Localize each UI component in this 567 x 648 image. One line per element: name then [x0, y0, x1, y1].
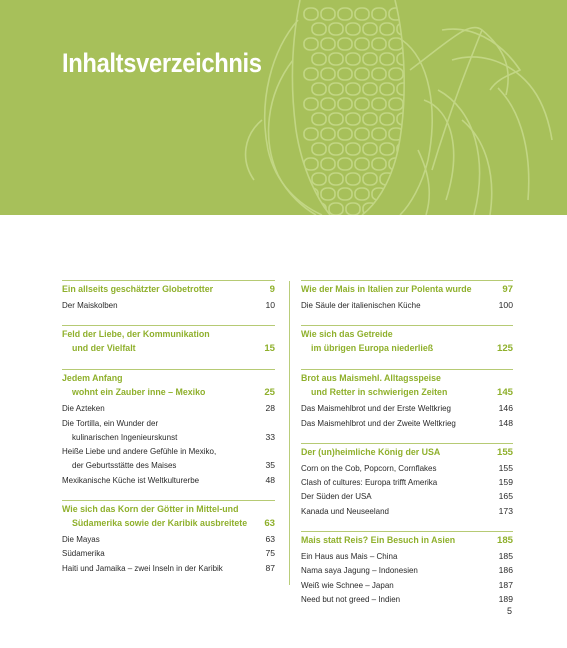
toc-section [301, 531, 513, 606]
corn-kernel [346, 143, 360, 155]
toc-heading-line [301, 342, 513, 356]
corn-kernel [397, 173, 411, 185]
toc-section [62, 500, 275, 575]
toc-entry[interactable] [301, 401, 513, 415]
toc-section [301, 369, 513, 430]
corn-kernel [321, 128, 335, 140]
toc-heading-line [301, 372, 513, 386]
page-title: Inhaltsverzeichnis [62, 48, 262, 78]
toc-entry[interactable] [301, 592, 513, 606]
corn-kernel [397, 113, 411, 125]
corn-kernel [321, 98, 335, 110]
toc-page-number: 100 [498, 300, 513, 310]
toc-page-number: 146 [498, 403, 513, 414]
toc-page-number: 28 [265, 403, 275, 414]
toc-entry-text: Das Maismehlbrot und der Erste Weltkrieg [301, 403, 451, 414]
corn-kernel [372, 8, 386, 20]
toc-entry-text: Südamerika [62, 548, 105, 559]
corn-kernel [372, 158, 386, 170]
toc-chapter-heading[interactable] [62, 369, 275, 400]
corn-kernel [338, 8, 352, 20]
corn-kernel [338, 98, 352, 110]
corn-kernel [338, 38, 352, 50]
toc-page-number: 25 [264, 387, 275, 399]
corn-kernel [389, 68, 403, 80]
toc-heading-text: und Retter in schwierigen Zeiten [311, 387, 448, 399]
toc-entry-text: Der Süden der USA [301, 491, 372, 502]
toc-page-number: 165 [498, 491, 513, 502]
corn-kernel [312, 113, 326, 125]
toc-entry[interactable] [301, 461, 513, 475]
toc-heading-text: Brot aus Maismehl. Alltagsspeise [301, 373, 441, 385]
corn-kernel [389, 8, 403, 20]
toc-page-number: 87 [265, 562, 275, 573]
toc-chapter-heading[interactable] [301, 443, 513, 460]
corn-kernel [329, 173, 343, 185]
corn-kernel [355, 68, 369, 80]
corn-kernel [312, 53, 326, 65]
toc-page-number: 155 [498, 462, 513, 473]
corn-kernel [380, 143, 394, 155]
corn-kernel [372, 68, 386, 80]
toc-heading-line [62, 342, 275, 356]
toc-page-number: 148 [498, 417, 513, 428]
toc-heading-text: Der (un)heimliche König der USA [301, 446, 441, 458]
corn-kernel [304, 38, 318, 50]
corn-kernel [355, 98, 369, 110]
corn-kernel [380, 53, 394, 65]
toc-page-number: 186 [498, 565, 513, 576]
corn-kernel [380, 23, 394, 35]
corn-kernel [355, 128, 369, 140]
corn-kernel [346, 53, 360, 65]
corn-kernel [380, 83, 394, 95]
toc-page-number: 189 [498, 593, 513, 604]
toc-heading-text: Mais statt Reis? Ein Besuch in Asien [301, 535, 456, 547]
corn-kernel [338, 188, 352, 200]
toc-chapter-heading[interactable] [301, 369, 513, 400]
corn-kernel [329, 203, 343, 215]
toc-section [301, 325, 513, 356]
toc-entry-text: Clash of cultures: Europa trifft Amerika [301, 477, 438, 488]
toc-heading-line [301, 328, 513, 342]
toc-section [62, 325, 275, 356]
toc-page-number: 33 [265, 431, 275, 442]
corn-kernel [346, 23, 360, 35]
toc-heading-line [301, 386, 513, 400]
corn-kernel [363, 113, 377, 125]
toc-page-number: 185 [496, 535, 513, 547]
toc-page-number: 159 [498, 477, 513, 488]
toc-entry-text: Heiße Liebe und andere Gefühle in Mexiko, [62, 446, 217, 457]
toc-page-number: 185 [498, 551, 513, 562]
corn-kernel [355, 158, 369, 170]
toc-entry-text: Die Säule der italienischen Küche [301, 300, 421, 310]
toc-page-number: 63 [265, 534, 275, 545]
corn-kernel [312, 173, 326, 185]
corn-kernel [312, 83, 326, 95]
corn-kernel [372, 38, 386, 50]
toc-heading-text: wohnt ein Zauber inne – Mexiko [72, 387, 206, 399]
toc-page-number: 75 [265, 548, 275, 559]
corn-kernel [380, 113, 394, 125]
corn-kernel [389, 38, 403, 50]
toc-heading-text: Ein allseits geschätzter Globetrotter [62, 284, 214, 295]
corn-kernel [346, 203, 360, 215]
corn-kernel [312, 143, 326, 155]
toc-section [301, 280, 513, 312]
column-divider [289, 281, 290, 585]
corn-kernel [304, 128, 318, 140]
toc-heading-line [62, 328, 275, 342]
toc-entry-text: Die Mayas [62, 534, 100, 545]
corn-kernel [389, 188, 403, 200]
corn-kernel [338, 68, 352, 80]
toc-entry[interactable] [62, 416, 275, 430]
toc-entry-text: der Geburtsstätte des Maises [72, 460, 177, 471]
toc-section [62, 280, 275, 312]
toc-entry-text: Der Maiskolben [62, 300, 118, 310]
toc-entry[interactable] [62, 430, 275, 444]
toc-entry-text: Das Maismehlbrot und der Zweite Weltkrieg [301, 417, 456, 428]
toc-heading-text: Jedem Anfang [62, 373, 123, 385]
toc-heading-text: und der Vielfalt [72, 343, 136, 355]
toc-page-number: 173 [498, 505, 513, 516]
toc-page-number: 15 [264, 343, 275, 355]
corn-kernel [363, 83, 377, 95]
toc-entry[interactable] [301, 298, 513, 312]
toc-entry[interactable] [62, 546, 275, 560]
corn-kernel [355, 38, 369, 50]
toc-entry[interactable] [62, 298, 275, 312]
toc-section [62, 369, 275, 487]
toc-page-number: 48 [265, 474, 275, 485]
corn-kernel [312, 23, 326, 35]
corn-kernel [304, 8, 318, 20]
toc-heading-line [62, 283, 275, 297]
toc-entry-text: Corn on the Cob, Popcorn, Cornflakes [301, 462, 437, 473]
toc-page-number: 155 [496, 446, 513, 458]
corn-kernel [363, 173, 377, 185]
corn-kernel [304, 98, 318, 110]
toc-right-column [301, 280, 513, 619]
toc-heading-line [301, 534, 513, 548]
toc-heading-text: Feld der Liebe, der Kommunikation [62, 329, 210, 341]
toc-entry-text: Nama saya Jagung – Indonesien [301, 565, 418, 576]
corn-kernel [372, 98, 386, 110]
toc-page-number: 145 [496, 387, 513, 399]
toc-entry[interactable] [62, 561, 275, 575]
toc-entry[interactable] [301, 563, 513, 577]
toc-entry-text: Haiti und Jamaika – zwei Inseln in der Karibik [62, 562, 223, 573]
toc-page-number: 35 [265, 460, 275, 471]
toc-entry-text: Weiß wie Schnee – Japan [301, 579, 394, 590]
toc-entry[interactable] [301, 504, 513, 518]
toc-heading-line [62, 503, 275, 517]
corn-kernel [397, 23, 411, 35]
toc-left-column [62, 280, 275, 588]
toc-entry[interactable] [301, 578, 513, 592]
toc-entry[interactable] [301, 549, 513, 563]
corn-kernel [355, 188, 369, 200]
toc-entry-text: Ein Haus aus Mais – China [301, 551, 398, 562]
toc-entry[interactable] [62, 473, 275, 487]
corn-kernel [380, 203, 394, 215]
toc-heading-text: Wie der Mais in Italien zur Polenta wurde [301, 284, 472, 295]
toc-page-number: 10 [265, 300, 275, 310]
toc-chapter-heading[interactable] [62, 280, 275, 297]
toc-page-number: 9 [269, 284, 275, 295]
toc-entry[interactable] [62, 458, 275, 472]
corn-kernel [321, 8, 335, 20]
toc-chapter-heading[interactable] [301, 325, 513, 356]
toc-heading-line [62, 517, 275, 531]
corn-kernel [363, 53, 377, 65]
corn-kernel [372, 128, 386, 140]
toc-entry[interactable] [62, 444, 275, 458]
corn-kernel [329, 113, 343, 125]
toc-heading-line [301, 283, 513, 297]
toc-chapter-heading[interactable] [62, 325, 275, 356]
header-banner [0, 0, 567, 215]
toc-page-number: 125 [496, 343, 513, 355]
corn-kernel [329, 143, 343, 155]
corn-kernel [346, 83, 360, 95]
toc-entry[interactable] [301, 416, 513, 430]
toc-heading-line [301, 446, 513, 460]
toc-entry-text: Mexikanische Küche ist Weltkulturerbe [62, 474, 200, 485]
toc-heading-line [62, 386, 275, 400]
page-number: 5 [507, 606, 513, 616]
toc-heading-line [62, 372, 275, 386]
corn-kernel [363, 143, 377, 155]
corn-kernel [321, 158, 335, 170]
corn-kernel [329, 23, 343, 35]
corn-kernel [304, 68, 318, 80]
corn-kernel [346, 113, 360, 125]
toc-section [301, 443, 513, 518]
corn-kernel [321, 188, 335, 200]
toc-chapter-heading[interactable] [62, 500, 275, 531]
toc-entry[interactable] [62, 401, 275, 415]
toc-page-number: 63 [264, 518, 275, 530]
toc-entry[interactable] [301, 475, 513, 489]
toc-chapter-heading[interactable] [301, 280, 513, 297]
corn-kernel [389, 98, 403, 110]
toc-heading-text: Wie sich das Korn der Götter in Mittel-und [62, 504, 239, 516]
corn-illustration [0, 0, 567, 215]
toc-heading-text: im übrigen Europa niederließ [311, 343, 434, 355]
toc-heading-text: Südamerika sowie der Karibik ausbreitete [72, 518, 248, 530]
toc-heading-text: Wie sich das Getreide [301, 329, 393, 341]
toc-entry-text: Kanada und Neuseeland [301, 505, 390, 516]
corn-kernel [321, 68, 335, 80]
corn-kernel [338, 158, 352, 170]
toc-entry[interactable] [62, 532, 275, 546]
corn-kernel [329, 83, 343, 95]
corn-kernel [355, 8, 369, 20]
toc-entry-text: Die Tortilla, ein Wunder der [62, 417, 159, 428]
corn-kernel [346, 173, 360, 185]
corn-kernel [304, 158, 318, 170]
toc-page-number: 187 [498, 579, 513, 590]
corn-kernel [329, 53, 343, 65]
toc-page-number: 97 [502, 284, 513, 295]
corn-kernel [321, 38, 335, 50]
toc-entry[interactable] [301, 489, 513, 503]
toc-entry-text: kulinarischen Ingenieurskunst [72, 431, 178, 442]
corn-kernel [338, 128, 352, 140]
corn-kernel [363, 23, 377, 35]
toc-chapter-heading[interactable] [301, 531, 513, 548]
toc-entry-text: Need but not greed – Indien [301, 593, 401, 604]
toc-entry-text: Die Azteken [62, 403, 105, 414]
